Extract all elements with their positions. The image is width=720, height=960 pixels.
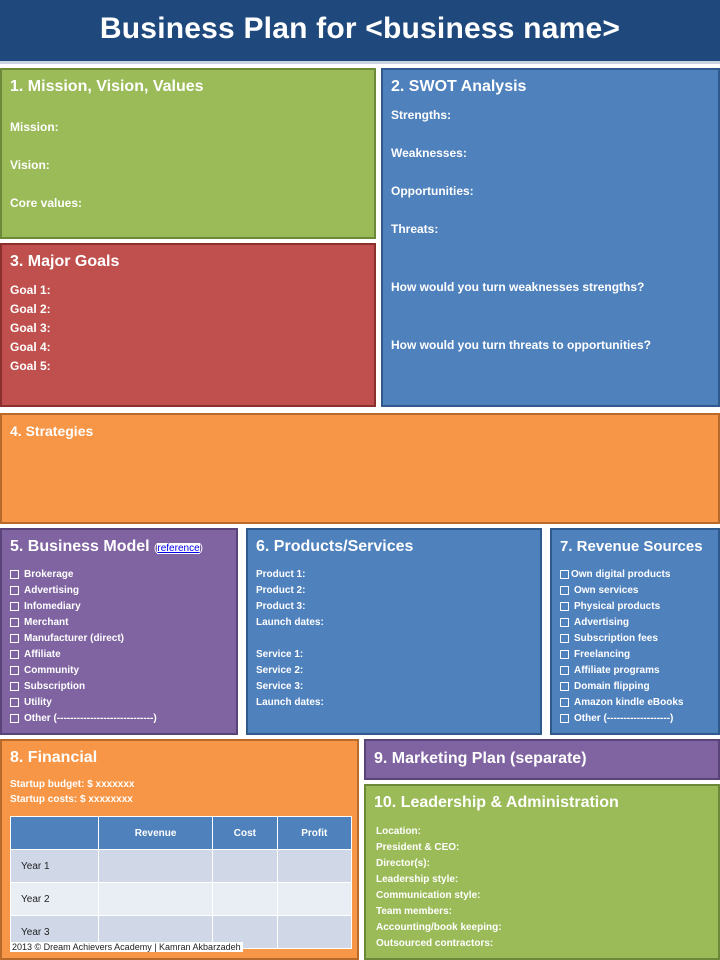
table-cell[interactable] — [213, 883, 277, 916]
revenue-panel — [550, 528, 720, 735]
list-item — [10, 711, 157, 727]
list-item — [10, 615, 157, 631]
checkbox-icon — [560, 570, 569, 579]
list-item — [560, 647, 683, 663]
product-launch-line: Launch dates: — [256, 617, 324, 628]
list-item-label: Amazon kindle eBooks — [574, 697, 684, 708]
table-cell[interactable] — [277, 883, 351, 916]
row-label: Year 1 — [11, 850, 99, 883]
list-item — [10, 695, 157, 711]
financial-lines — [10, 777, 134, 807]
list-item-label: Advertising — [24, 585, 80, 596]
goal-line: Goal 4: — [10, 340, 51, 354]
checkbox-icon — [560, 698, 569, 707]
revenue-list — [560, 567, 683, 727]
leadership-line: Accounting/book keeping: — [376, 922, 502, 933]
product-line: Product 3: — [256, 601, 306, 612]
list-item-label: Brokerage — [24, 569, 74, 580]
list-item-label: Merchant — [24, 617, 69, 628]
goals-panel — [0, 243, 376, 407]
checkbox-icon — [10, 682, 19, 691]
list-item — [10, 679, 157, 695]
table-cell[interactable] — [277, 850, 351, 883]
financial-panel — [0, 739, 359, 960]
checkbox-icon — [10, 634, 19, 643]
table-row — [11, 850, 352, 883]
list-item — [560, 567, 683, 583]
products-panel — [246, 528, 542, 735]
list-item — [560, 663, 683, 679]
products-lines — [256, 567, 324, 711]
footer-copyright: 2013 © Dream Achievers Academy | Kamran Akbarzadeh — [12, 942, 241, 952]
list-item-label: Other (-------------------) — [574, 713, 674, 724]
table-cell[interactable] — [277, 916, 351, 949]
row-label: Year 3 — [11, 916, 99, 949]
checkbox-icon — [560, 618, 569, 627]
list-item-label: Community — [24, 665, 79, 676]
weaknesses-line: Weaknesses: — [391, 146, 467, 160]
core-values-line: Core values: — [10, 196, 83, 210]
threats-question: How would you turn threats to opportunities? — [391, 338, 651, 352]
leadership-title: 10. Leadership & Administration — [374, 794, 619, 811]
row-label: Year 2 — [11, 883, 99, 916]
mission-line: Mission: — [10, 120, 59, 134]
checkbox-icon — [10, 570, 19, 579]
table-cell[interactable] — [99, 883, 213, 916]
list-item-label: Subscription — [24, 681, 86, 692]
weaknesses-question: How would you turn weaknesses strengths? — [391, 280, 645, 294]
checkbox-icon — [560, 586, 569, 595]
list-item — [10, 663, 157, 679]
financial-title: 8. Financial — [10, 749, 98, 766]
list-item — [560, 583, 683, 599]
strengths-line: Strengths: — [391, 108, 451, 122]
list-item — [10, 631, 157, 647]
list-item-label: Freelancing — [574, 649, 631, 660]
header-banner — [0, 0, 720, 64]
list-item — [10, 583, 157, 599]
list-item-label: Infomediary — [24, 601, 81, 612]
checkbox-icon — [560, 682, 569, 691]
service-line: Service 1: — [256, 649, 304, 660]
spacer-line — [256, 631, 324, 647]
goals-title: 3. Major Goals — [10, 253, 120, 270]
list-item-label: Affiliate programs — [574, 665, 660, 676]
list-item-label: Advertising — [574, 617, 630, 628]
service-line: Service 2: — [256, 665, 304, 676]
startup-costs: Startup costs: $ xxxxxxxx — [10, 794, 133, 805]
checkbox-icon — [560, 650, 569, 659]
list-item — [560, 615, 683, 631]
service-launch-line: Launch dates: — [256, 697, 324, 708]
list-item-label: Subscription fees — [574, 633, 658, 644]
marketing-panel — [364, 739, 720, 780]
list-item-label: Physical products — [574, 601, 661, 612]
table-cell[interactable] — [213, 850, 277, 883]
checkbox-icon — [560, 602, 569, 611]
leadership-line: Director(s): — [376, 858, 430, 869]
checkbox-icon — [10, 714, 19, 723]
list-item — [10, 599, 157, 615]
list-item — [10, 567, 157, 583]
list-item — [560, 695, 683, 711]
table-header-cell: Revenue — [99, 817, 213, 850]
goal-line: Goal 1: — [10, 283, 51, 297]
opportunities-line: Opportunities: — [391, 184, 474, 198]
checkbox-icon — [560, 714, 569, 723]
table-header-row — [11, 817, 352, 850]
ref-open: ( — [154, 543, 158, 554]
leadership-line: Leadership style: — [376, 874, 459, 885]
leadership-line: Communication style: — [376, 890, 481, 901]
list-item-label: Utility — [24, 697, 52, 708]
checkbox-icon — [10, 666, 19, 675]
mission-title: 1. Mission, Vision, Values — [10, 78, 204, 95]
goal-line: Goal 2: — [10, 302, 51, 316]
list-item — [560, 711, 683, 727]
leadership-line: Team members: — [376, 906, 452, 917]
checkbox-icon — [560, 634, 569, 643]
product-line: Product 2: — [256, 585, 306, 596]
mission-panel — [0, 68, 376, 239]
reference-link[interactable]: reference — [157, 543, 200, 554]
service-line: Service 3: — [256, 681, 304, 692]
goals-lines — [10, 281, 51, 376]
mission-lines — [10, 108, 82, 222]
strategies-title: 4. Strategies — [10, 423, 94, 439]
leadership-lines — [376, 824, 502, 952]
business-model-list — [10, 567, 157, 727]
checkbox-icon — [560, 666, 569, 675]
goal-line: Goal 3: — [10, 321, 51, 335]
list-item — [10, 647, 157, 663]
checkbox-icon — [10, 602, 19, 611]
list-item-label: Domain flipping — [574, 681, 650, 692]
leadership-line: Outsourced contractors: — [376, 938, 494, 949]
swot-panel — [381, 68, 720, 407]
strategies-panel — [0, 413, 720, 524]
product-line: Product 1: — [256, 569, 306, 580]
table-header-cell: Cost — [213, 817, 277, 850]
list-item — [560, 631, 683, 647]
table-cell[interactable] — [99, 850, 213, 883]
list-item-label: Manufacturer (direct) — [24, 633, 125, 644]
list-item — [560, 599, 683, 615]
financial-table — [10, 816, 352, 949]
ref-close: ) — [199, 543, 203, 554]
list-item — [560, 679, 683, 695]
list-item-label: Own services — [574, 585, 639, 596]
list-item-label: Affiliate — [24, 649, 61, 660]
table-row — [11, 883, 352, 916]
leadership-line: Location: — [376, 826, 421, 837]
swot-lines — [391, 108, 651, 352]
vision-line: Vision: — [10, 158, 50, 172]
checkbox-icon — [10, 650, 19, 659]
checkbox-icon — [10, 586, 19, 595]
checkbox-icon — [10, 618, 19, 627]
leadership-line: President & CEO: — [376, 842, 460, 853]
goal-line: Goal 5: — [10, 359, 51, 373]
swot-title: 2. SWOT Analysis — [391, 78, 527, 95]
business-model-title — [10, 538, 203, 556]
business-model-title-text: 5. Business Model — [10, 538, 150, 555]
table-header-cell — [11, 817, 99, 850]
business-model-panel — [0, 528, 238, 735]
marketing-title: 9. Marketing Plan (separate) — [374, 750, 587, 767]
revenue-title: 7. Revenue Sources — [560, 538, 703, 555]
list-item-label: Other (-----------------------------) — [24, 713, 157, 724]
page-title: Business Plan for <business name> — [99, 12, 621, 45]
checkbox-icon — [10, 698, 19, 707]
list-item-label: Own digital products — [571, 569, 671, 580]
startup-budget: Startup budget: $ xxxxxxx — [10, 779, 135, 790]
products-title: 6. Products/Services — [256, 538, 414, 555]
table-header-cell: Profit — [277, 817, 351, 850]
threats-line: Threats: — [391, 222, 439, 236]
leadership-panel — [364, 784, 720, 960]
